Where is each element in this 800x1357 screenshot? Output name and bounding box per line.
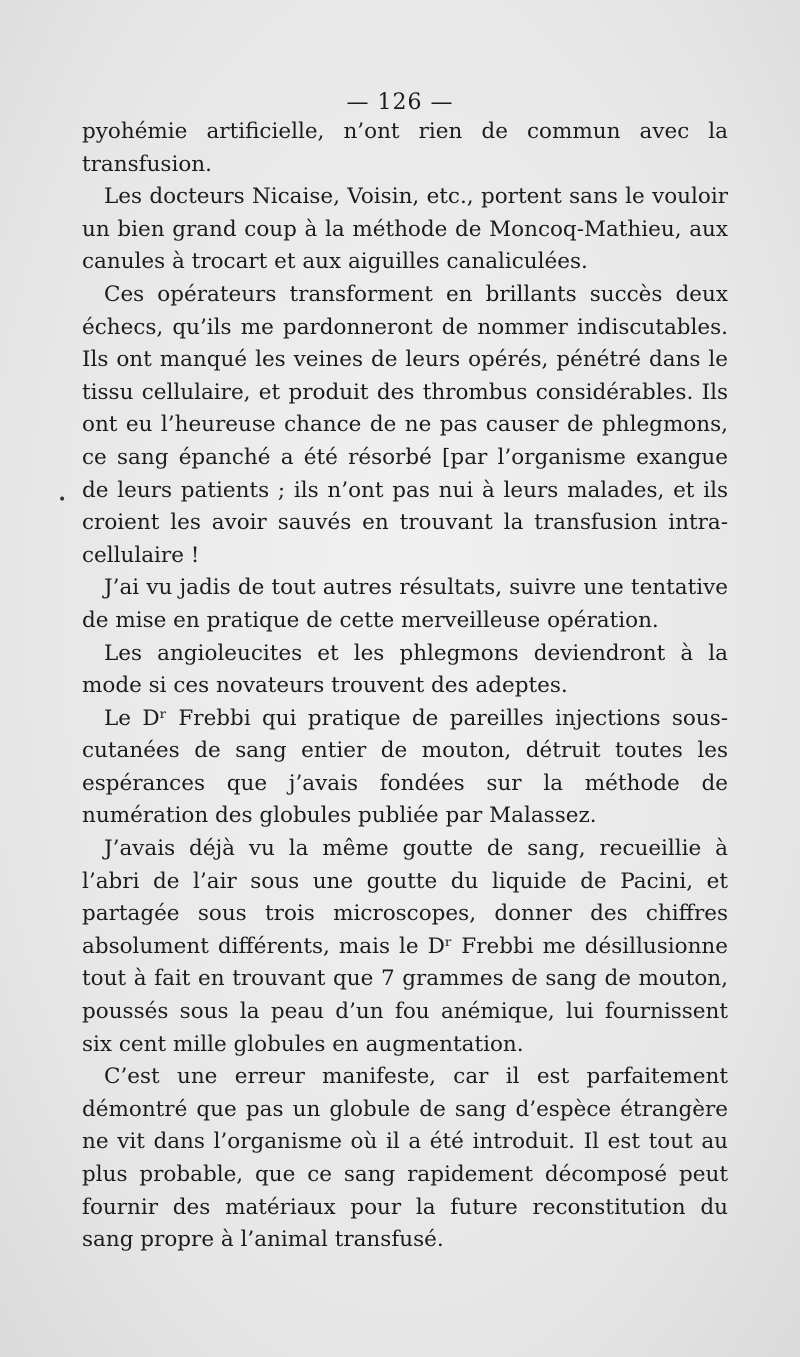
body-text — [82, 116, 728, 1257]
paragraph: J’avais déjà vu la même goutte de sang, recueillie à l’abri de l’air sous une goutte du liquide de Pacini, et partagée sous trois microscopes, donner des chiffres absolument différents, mais le Dʳ Frebbi me désillusionne tout à fait en trouvant que 7 grammes de sang de mouton, poussés sous la peau d’un fou anémique, lui fournissent six cent mille globules en augmentation. — [82, 836, 728, 1057]
margin-mark: • — [58, 492, 67, 508]
paragraph: pyohémie artificielle, n’ont rien de commun avec la transfusion. — [82, 119, 728, 177]
paragraph: Les docteurs Nicaise, Voisin, etc., portent sans le vouloir un bien grand coup à la méthode de Moncoq-Mathieu, aux canules à trocart et aux aiguilles canaliculées. — [82, 184, 728, 275]
paragraph: Le Dʳ Frebbi qui pratique de pareilles injections sous-cutanées de sang entier de mouton, détruit toutes les espérances que j’avais fondées sur la méthode de numération des globules publiée par Malassez. — [82, 705, 728, 829]
paragraph: J’ai vu jadis de tout autres résultats, suivre une tentative de mise en pratique de cette merveilleuse opération. — [82, 575, 728, 633]
paragraph: C’est une erreur manifeste, car il est parfaitement démontré que pas un globule de sang d’espèce étrangère ne vit dans l’organisme où il a été introduit. Il est tout au plus probable, que ce sang rapidement décomposé peut fournir des matériaux pour la future reconstitution du sang propre à l’animal transfusé. — [82, 1064, 728, 1253]
page-number: — 126 — — [346, 90, 454, 115]
paragraph: Ces opérateurs transforment en brillants succès deux échecs, qu’ils me pardonneront de nommer indiscutables. Ils ont manqué les veines de leurs opérés, pénétré dans le tissu cellulaire, et produit des thrombus considérables. Ils ont eu l’heureuse chance de ne pas causer de phlegmons, ce sang épanché a été résorbé [par l’organisme exangue de leurs patients ; ils n’ont pas nui à leurs malades, et ils croient les avoir sauvés en trouvant la transfusion intra-cellulaire ! — [82, 281, 728, 568]
paragraph: Les angioleucites et les phlegmons deviendront à la mode si ces novateurs trouvent des adeptes. — [82, 640, 728, 699]
